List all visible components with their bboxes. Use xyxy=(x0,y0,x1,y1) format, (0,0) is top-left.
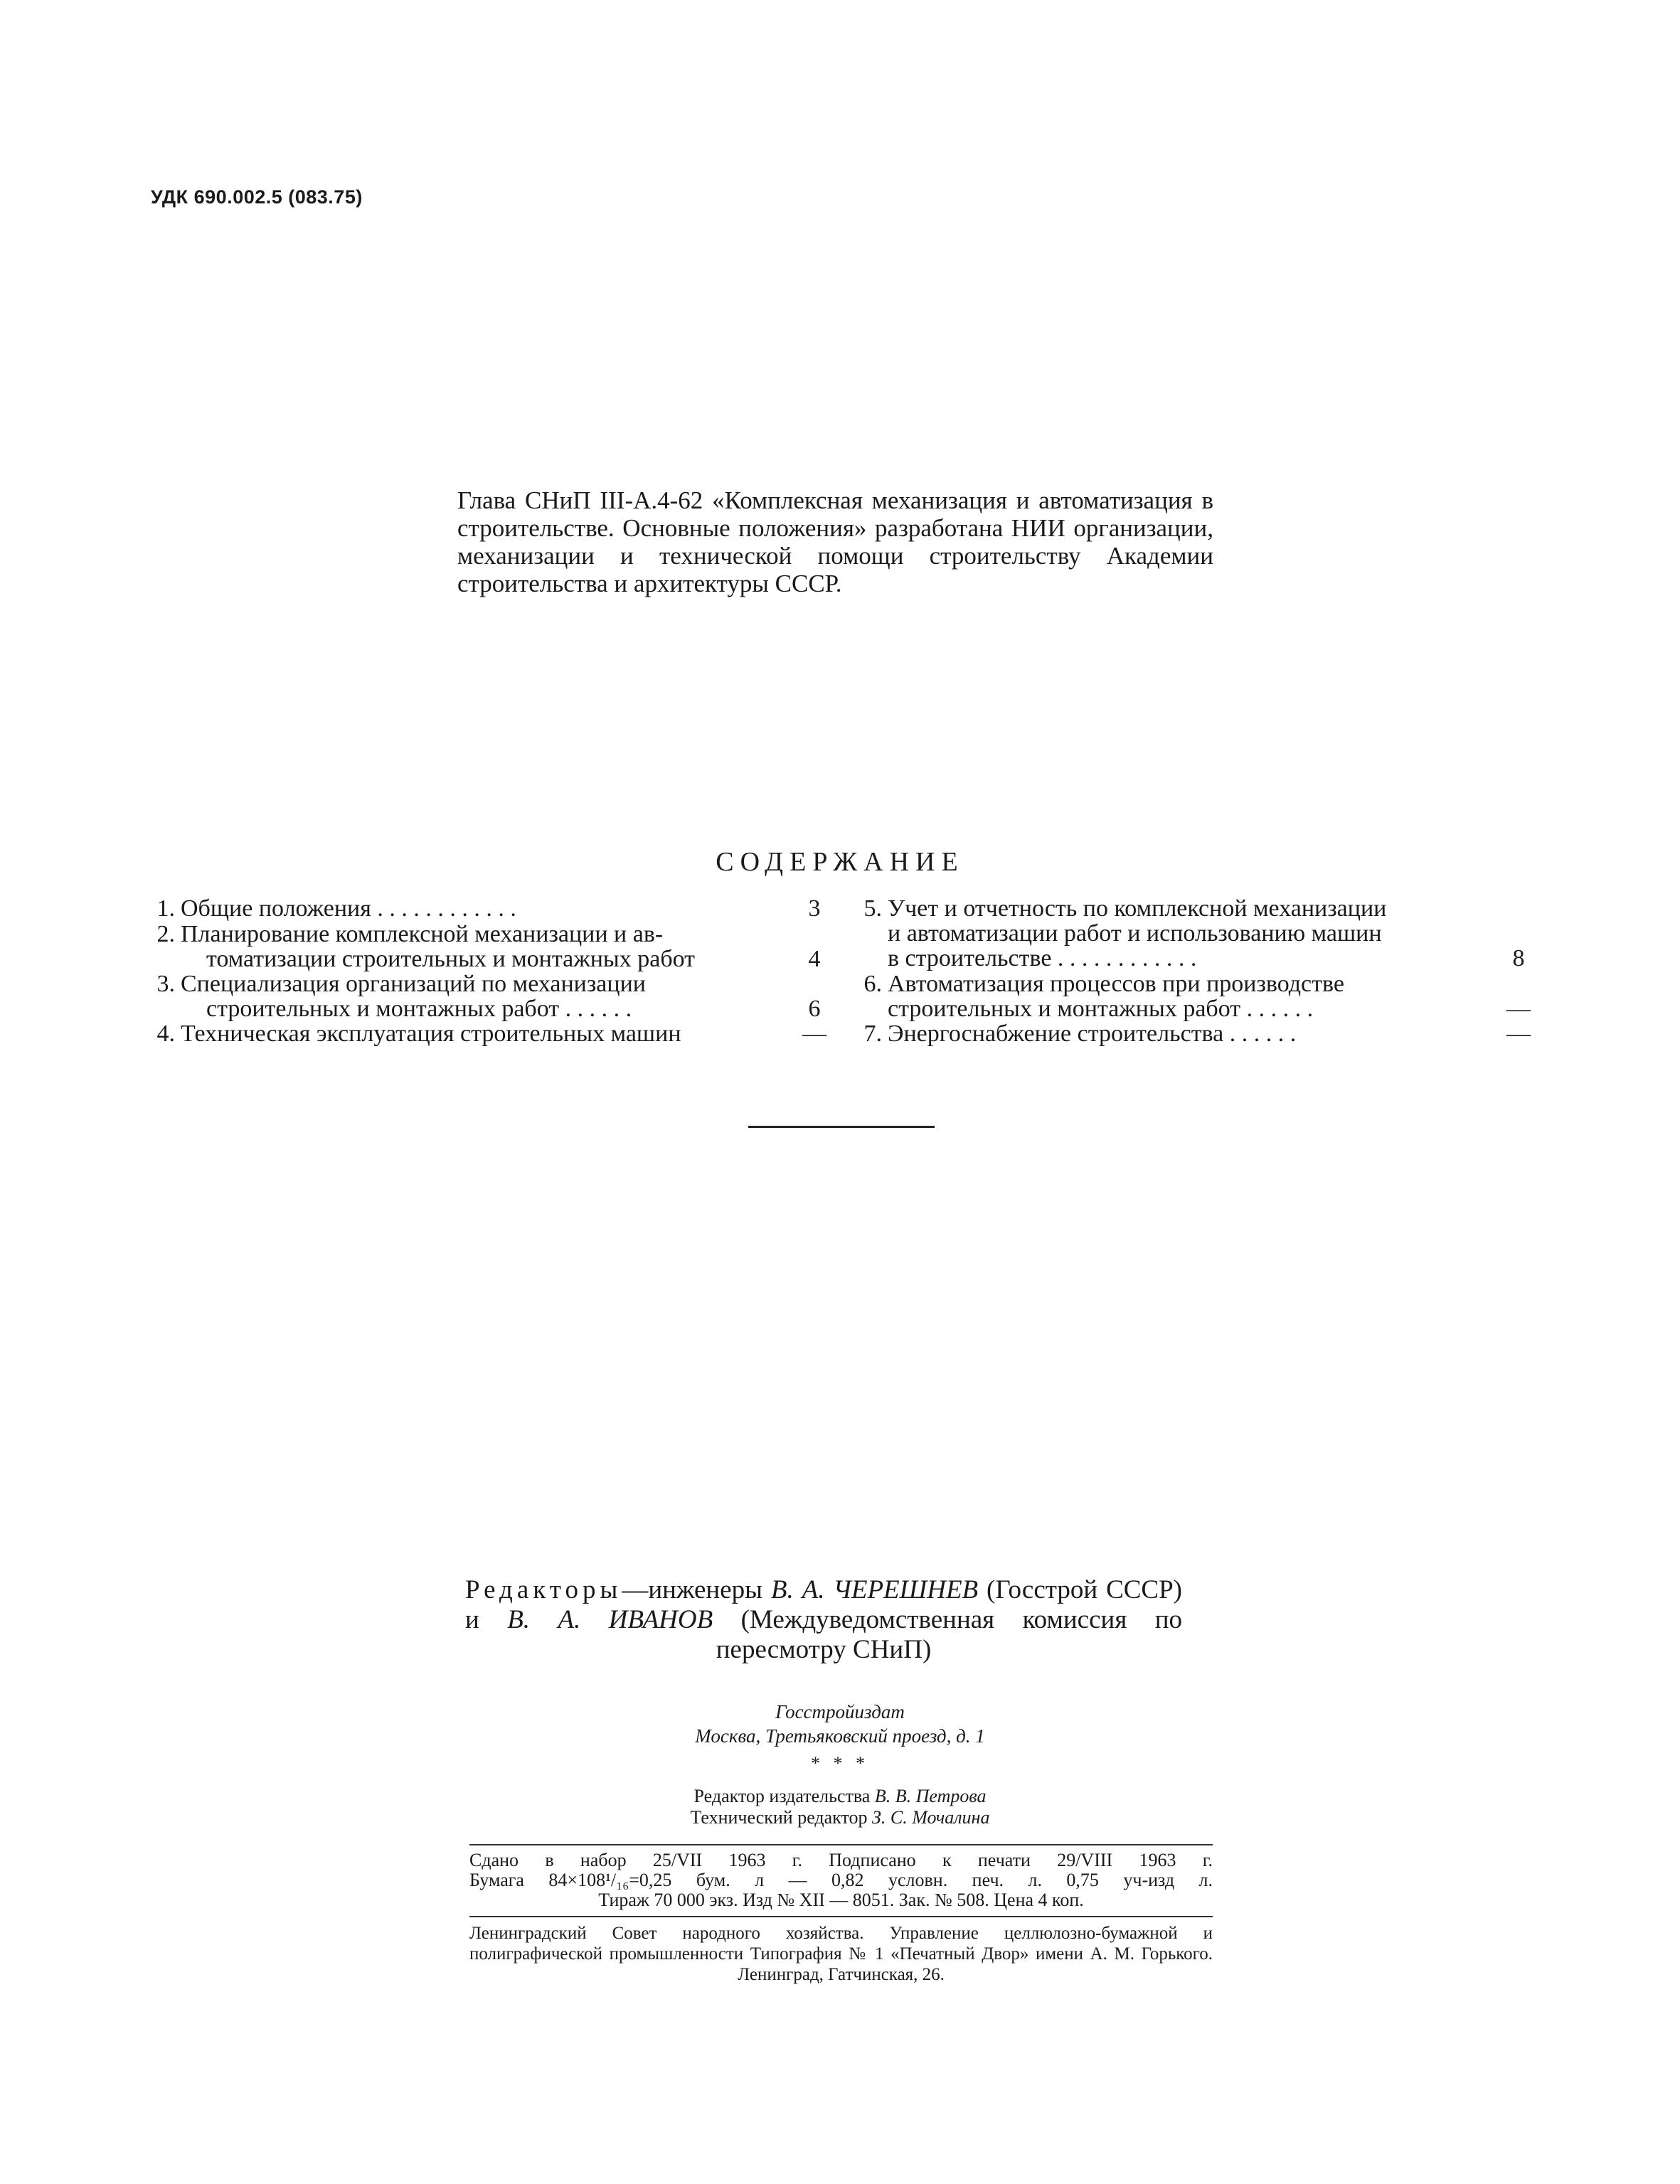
publishing-editor-name: З. С. Мочалина xyxy=(871,1807,990,1828)
editors-paragraph xyxy=(465,1575,1182,1665)
toc-item-text: Техническая эксплуатация строительных машин xyxy=(181,1021,681,1047)
udk-code: УДК 690.002.5 (083.75) xyxy=(151,186,363,208)
imprint-top-rule xyxy=(469,1844,1213,1845)
toc-item-page: 3 xyxy=(808,895,821,922)
publishing-editor-name: В. В. Петрова xyxy=(874,1786,987,1806)
publisher-block xyxy=(0,1700,1680,1748)
toc-item-page: 8 xyxy=(1512,945,1525,971)
editor-org-1: (Госстрой СССР) и xyxy=(465,1575,1183,1634)
imprint-bottom-rule xyxy=(469,1916,1213,1917)
editors-label: Редакторы xyxy=(465,1575,622,1604)
toc-item-page: — xyxy=(802,1021,826,1047)
editor-name-1: В. А. ЧЕРЕШНЕВ xyxy=(770,1575,979,1604)
intro-paragraph: Глава СНиП III-А.4-62 «Комплексная механизация и автоматизация в строительстве. Основные положения» разработана НИИ организации, механизации и технической помощи строительству Академии строительства и архитектуры СССР. xyxy=(457,486,1213,597)
publishing-editor-1 xyxy=(0,1786,1680,1807)
toc-item-number: 6. xyxy=(863,971,882,997)
toc-item-text-cont: строительных и монтажных работ . . . . . . xyxy=(206,996,632,1022)
imprint-line-1: Сдано в набор 25/VII 1963 г. Подписано к печати 29/VIII 1963 г. xyxy=(469,1850,1213,1870)
toc-item-page: — xyxy=(1506,1021,1531,1047)
publishing-editor-2 xyxy=(0,1807,1680,1828)
publishing-editors xyxy=(0,1786,1680,1828)
toc-item-number: 1. xyxy=(156,895,175,922)
toc-item-text-cont: томатизации строительных и монтажных работ xyxy=(206,946,696,972)
editors-role: —инженеры xyxy=(622,1575,762,1604)
publisher-name: Госстройиздат xyxy=(775,1701,905,1722)
toc-item-text-cont: строительных и монтажных работ . . . . . . xyxy=(888,996,1314,1022)
section-divider xyxy=(748,1126,935,1128)
toc-item-page: — xyxy=(1506,996,1531,1022)
toc-item-page: 6 xyxy=(808,996,821,1022)
toc-title: СОДЕРЖАНИЕ xyxy=(716,847,964,877)
imprint-line-2: Бумага 84×108¹/₁₆=0,25 бум. л — 0,82 условн. печ. л. 0,75 уч-изд л. xyxy=(469,1870,1213,1890)
toc-item-number: 7. xyxy=(863,1021,882,1047)
toc-item-text: Энергоснабжение строительства . . . . . . xyxy=(888,1021,1297,1047)
toc-item-number: 2. xyxy=(156,921,175,947)
publishing-editor-role: Технический редактор xyxy=(690,1807,868,1828)
stars-separator: * * * xyxy=(811,1753,869,1774)
imprint-line-3: Тираж 70 000 экз. Изд № XII — 8051. Зак. № 508. Цена 4 коп. xyxy=(598,1890,1084,1910)
toc-item-text-cont: в строительстве . . . . . . . . . . . . xyxy=(888,945,1197,971)
publisher-address: Москва, Третьяковский проезд, д. 1 xyxy=(695,1725,985,1747)
toc-item-number: 4. xyxy=(156,1021,175,1047)
toc-item-number: 3. xyxy=(156,971,175,997)
toc-item-text: Автоматизация процессов при производстве xyxy=(888,971,1344,997)
editor-org-2: (Междуведомственная комиссия по пересмотру СНиП) xyxy=(716,1605,1183,1664)
publishing-editor-role: Редактор издательства xyxy=(693,1786,871,1806)
imprint-block xyxy=(469,1850,1213,1910)
toc-item-text: Общие положения . . . . . . . . . . . . xyxy=(181,895,516,922)
toc-item-text: Специализация организаций по механизации xyxy=(181,971,646,997)
toc-item-page: 4 xyxy=(808,946,821,972)
toc-item-text-cont: и автоматизации работ и использованию машин xyxy=(888,920,1382,947)
toc-item-text: Планирование комплексной механизации и ав- xyxy=(181,921,664,947)
printer-info: Ленинградский Совет народного хозяйства. Управление целлюлозно-бумажной и полиграфической промышленности Типография № 1 «Печатный Двор» имени А. М. Горького. Ленинград, Гатчинская, 26. xyxy=(469,1924,1213,1984)
editor-name-2: В. А. ИВАНОВ xyxy=(507,1605,713,1634)
toc-item-text: Учет и отчетность по комплексной механизации xyxy=(888,895,1387,922)
toc-item-number: 5. xyxy=(863,895,882,922)
